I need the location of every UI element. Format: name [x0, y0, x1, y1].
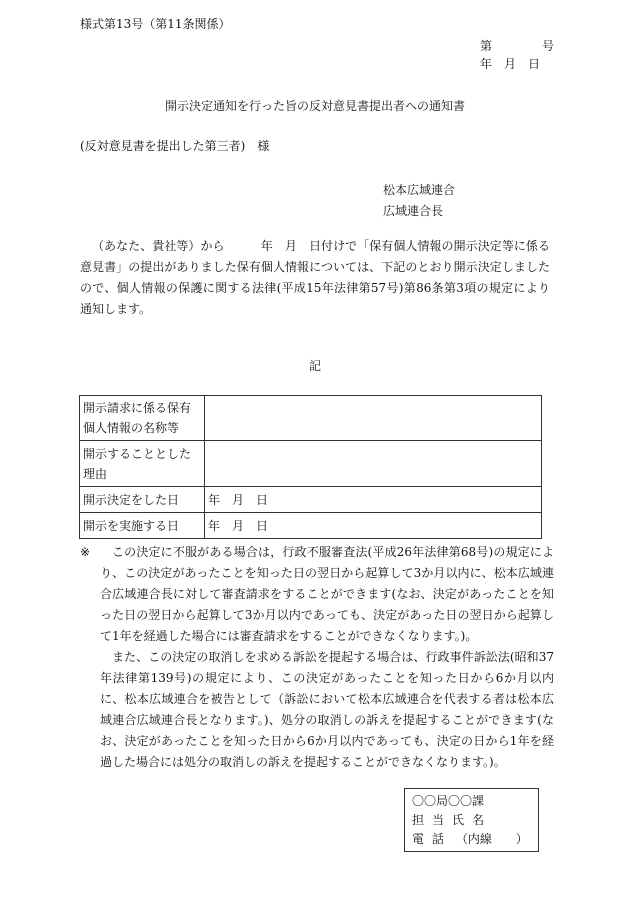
note-mark: ※ [80, 545, 91, 559]
table-row [80, 513, 542, 539]
sender-position: 広域連合長 [383, 204, 444, 218]
table-row [80, 441, 542, 487]
number-suffix: 号 [542, 39, 555, 53]
document-title: 開示決定通知を行った旨の反対意見書提出者への通知書 [164, 99, 465, 113]
form-number: 様式第13号（第11条関係） [80, 17, 231, 31]
row-label: 開示することとした理由 [80, 441, 205, 487]
note-paragraph-appeal: この決定に不服がある場合は，行政不服審査法(平成26年法律第68号)の規定により、この決定があったことを知った日の翌日から起算して3か月以内に、松本広域連合広域連合長に対して審査請求をすることができます(なお、決定があったことを知った日の翌日から起算して3か月以内であっても、決定があった日の翌日から起算して1年を経過した場合には審査請求をすることができなくなります。)。 [100, 545, 554, 643]
contact-person-label: 担当氏名 [412, 813, 493, 827]
table-row [80, 487, 542, 513]
sender-organization: 松本広域連合 [383, 183, 456, 197]
note-paragraph-lawsuit: また、この決定の取消しを求める訴訟を提起する場合は、行政事件訴訟法(昭和37年法律第139号)の規定により、この決定があったことを知った日から6か月以内に、松本広域連合を被告として（訴訟において松本広域連合を代表する者は松本広域連合広域連合長となります。)、処分の取消しの訴えを提起することができます(なお、決定があったことを知った日から6か月以内であっても、決定の日から1年を経過した場合には処分の取消しの訴えを提起することができなくなります。)。 [100, 650, 554, 769]
table-row [80, 396, 542, 441]
contact-phone [412, 830, 531, 849]
row-label: 開示を実施する日 [80, 513, 205, 539]
row-value [205, 396, 542, 441]
row-label: 開示決定をした日 [80, 487, 205, 513]
contact-phone-extension: （内線 ） [455, 832, 528, 846]
row-value [205, 441, 542, 487]
contact-department: 〇〇局〇〇課 [412, 794, 485, 808]
contact-box [404, 788, 539, 852]
row-value: 年 月 日 [205, 487, 542, 513]
document-date: 年 月 日 [480, 57, 541, 71]
row-label: 開示請求に係る保有個人情報の名称等 [80, 396, 205, 441]
ki-heading: 記 [308, 359, 321, 373]
addressee: (反対意見書を提出した第三者) 様 [80, 139, 270, 153]
note-first [80, 542, 554, 647]
contact-phone-label: 電話 [412, 832, 453, 846]
disclosure-info-table [79, 395, 542, 539]
body-paragraph: （あなた、貴社等）から 年 月 日付けで「保有個人情報の開示決定等に係る意見書」の提出がありました保有個人情報については、下記のとおり開示決定しましたので、個人情報の保護に関する法律(平成15年法律第57号)第86条第3項の規定により通知します。 [80, 239, 550, 316]
number-prefix: 第 [480, 39, 493, 53]
row-value: 年 月 日 [205, 513, 542, 539]
sender-block [383, 180, 455, 222]
notes-section [80, 542, 554, 773]
